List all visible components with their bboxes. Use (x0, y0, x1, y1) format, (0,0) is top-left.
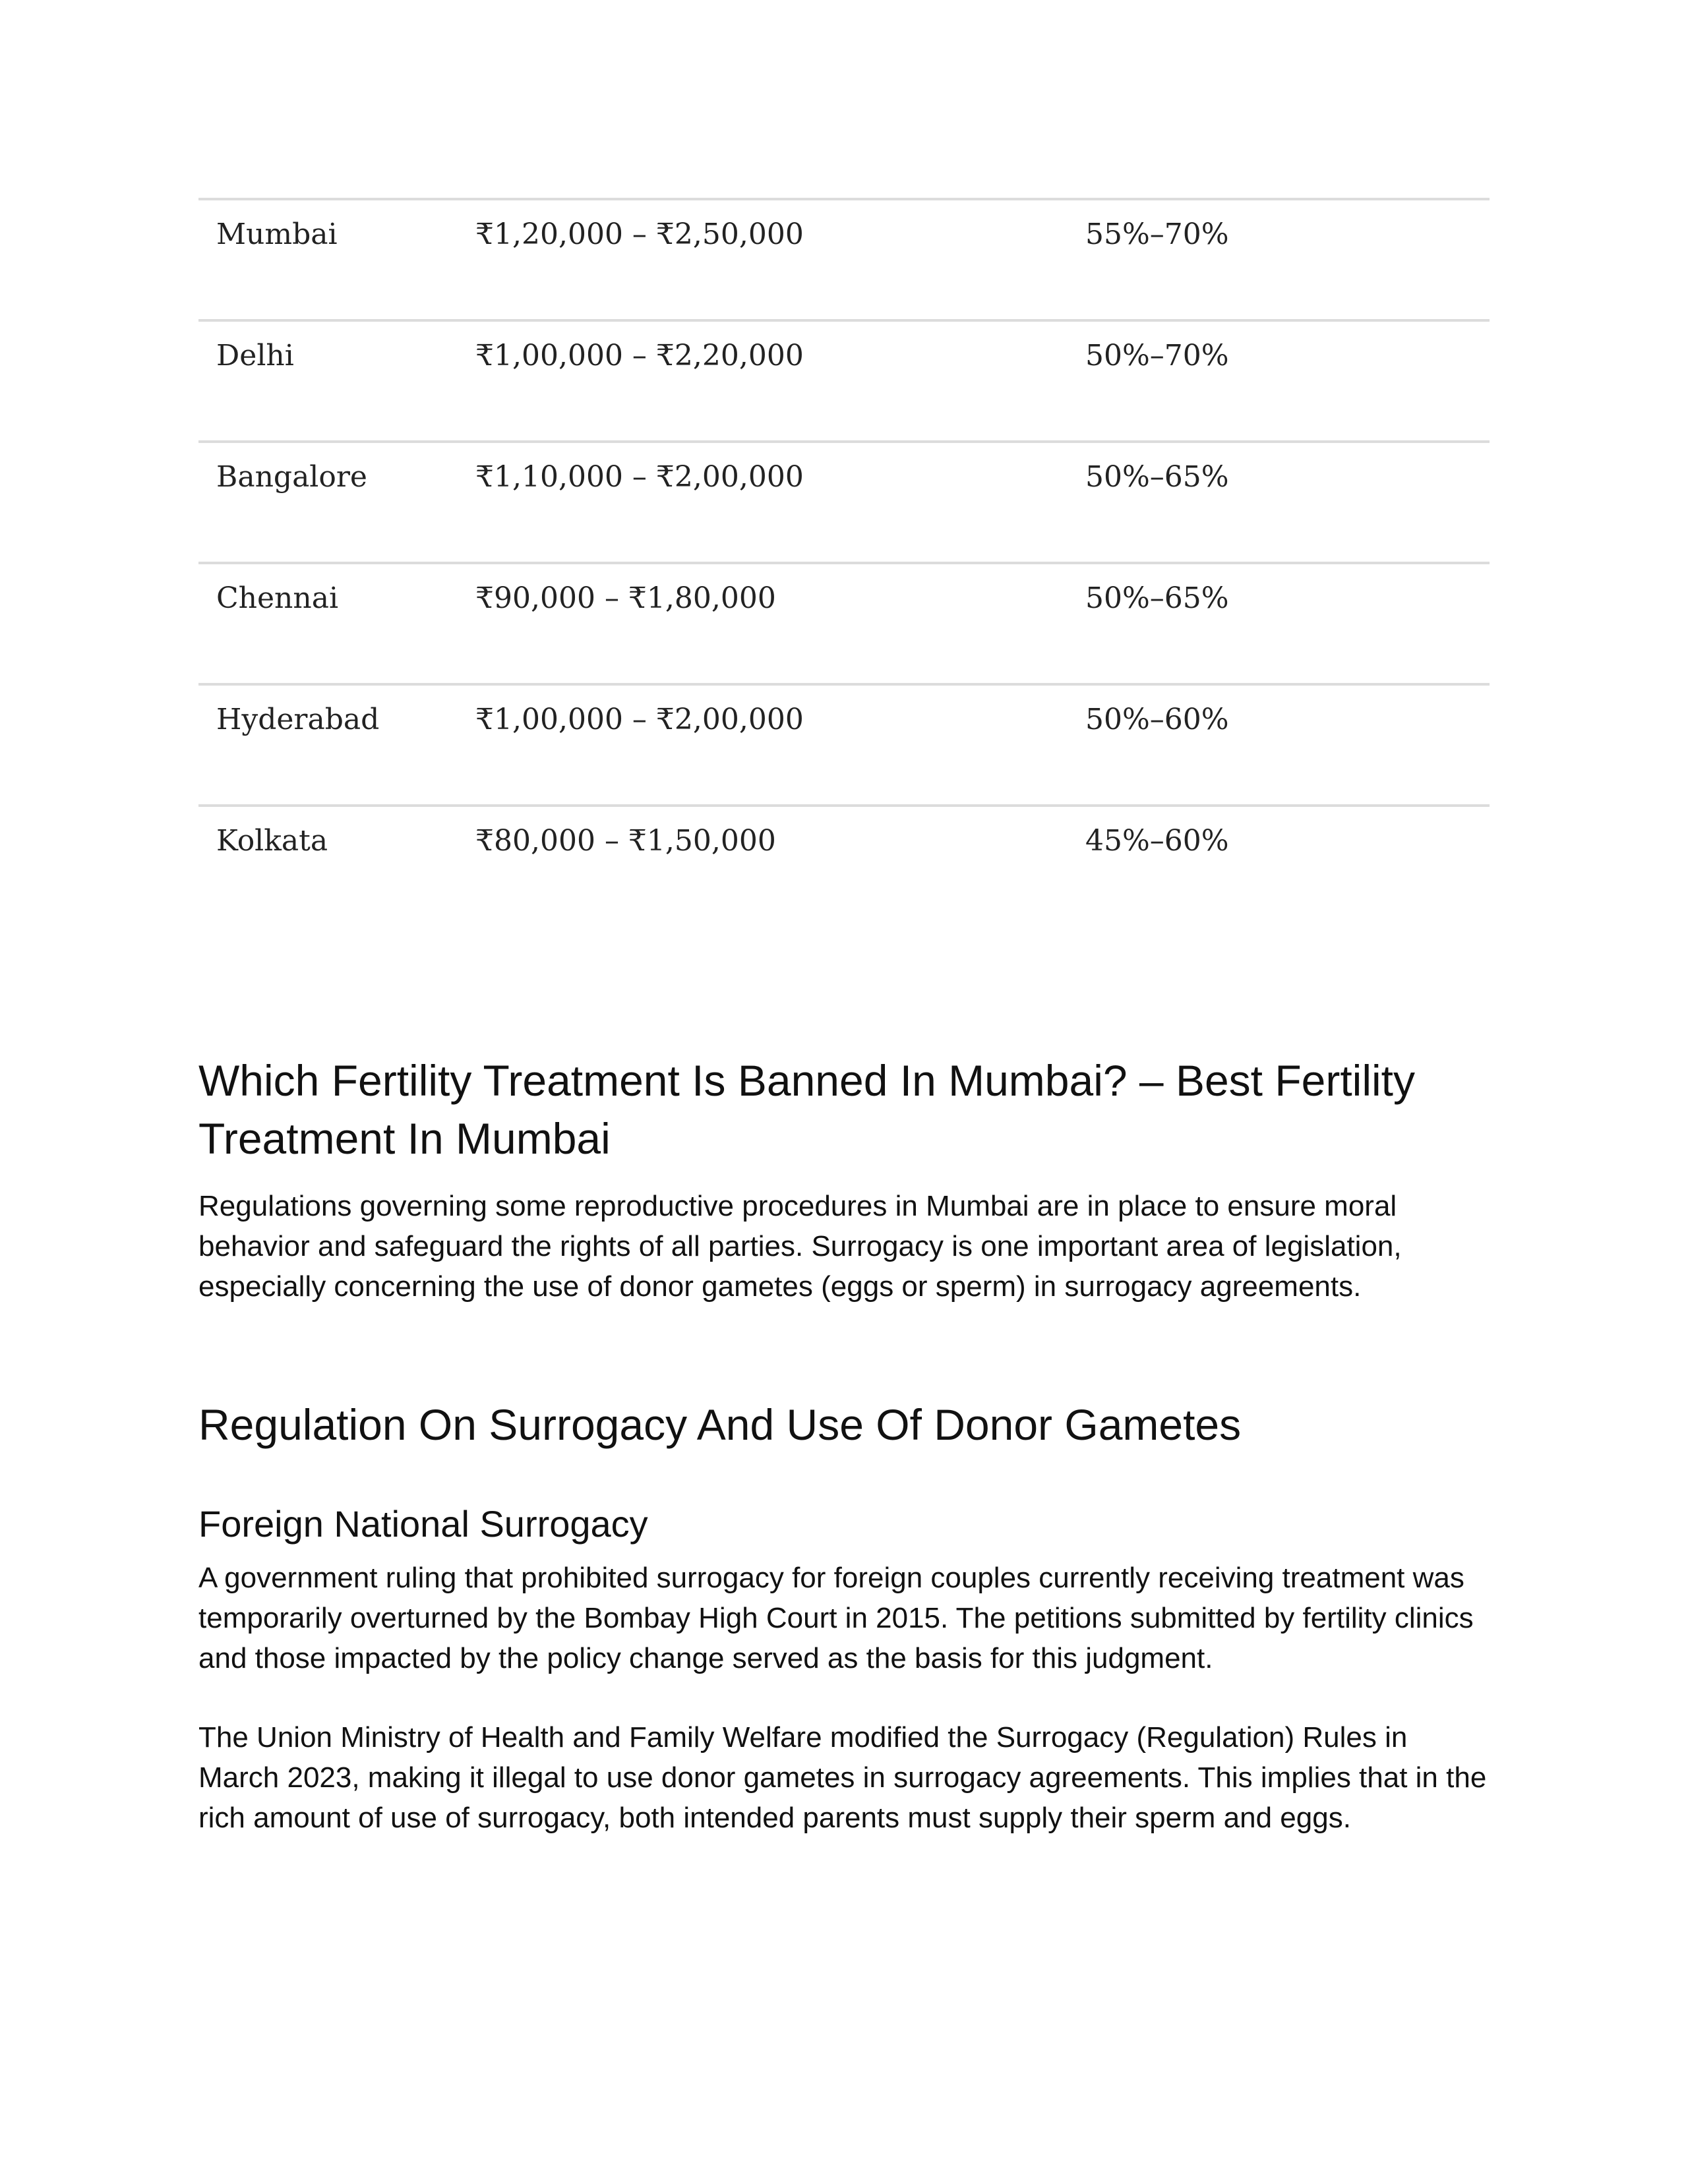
table-row (198, 684, 1490, 806)
paragraph-ministry-rules: The Union Ministry of Health and Family Welfare modified the Surrogacy (Regulation) Rules in March 2023, making it illegal to use donor gametes in surrogacy agreements. This implies that in the rich amount of use of surrogacy, both intended parents must supply their sperm and eggs. (198, 1721, 1487, 1834)
success-rate-cell: 55%–70% (1085, 218, 1229, 251)
table-row (198, 320, 1490, 442)
subheading-foreign-surrogacy: Foreign National Surrogacy (198, 1503, 648, 1545)
cost-cell: ₹1,10,000 – ₹2,00,000 (475, 460, 804, 494)
table-row (198, 563, 1490, 684)
success-rate-cell: 45%–60% (1085, 824, 1229, 858)
cost-cell: ₹1,20,000 – ₹2,50,000 (475, 218, 804, 251)
section-heading-regulation: Regulation On Surrogacy And Use Of Donor Gametes (198, 1400, 1242, 1449)
city-cell: Bangalore (216, 460, 367, 494)
section-heading-banned-treatment: Which Fertility Treatment Is Banned In Mumbai? – Best Fertility Treatment In Mumbai (198, 1056, 1416, 1163)
section-paragraph-banned-treatment: Regulations governing some reproductive procedures in Mumbai are in place to ensure moral behavior and safeguard the rights of all parties. Surrogacy is one important area of legislation, especially concerning the use of donor gametes (eggs or sperm) in surrogacy agreements. (198, 1190, 1402, 1303)
success-rate-cell: 50%–65% (1085, 581, 1229, 615)
success-rate-cell: 50%–60% (1085, 703, 1229, 736)
table-row (198, 806, 1490, 927)
city-cost-table (198, 198, 1490, 927)
cost-cell: ₹80,000 – ₹1,50,000 (475, 824, 776, 858)
city-cell: Chennai (216, 581, 339, 615)
paragraph-bombay-high-court: A government ruling that prohibited surrogacy for foreign couples currently receiving treatment was temporarily overturned by the Bombay High Court in 2015. The petitions submitted by fertility clinics and those impacted by the policy change served as the basis for this judgment. (198, 1562, 1474, 1674)
city-cell: Delhi (216, 339, 294, 372)
city-cell: Hyderabad (216, 703, 380, 736)
city-cell: Kolkata (216, 824, 328, 858)
city-cell: Mumbai (216, 218, 338, 251)
success-rate-cell: 50%–70% (1085, 339, 1229, 372)
cost-cell: ₹1,00,000 – ₹2,00,000 (475, 703, 804, 736)
document-page (198, 198, 1490, 1834)
table-row (198, 199, 1490, 320)
cost-cell: ₹1,00,000 – ₹2,20,000 (475, 339, 804, 372)
success-rate-cell: 50%–65% (1085, 460, 1229, 494)
cost-cell: ₹90,000 – ₹1,80,000 (475, 581, 776, 615)
table-row (198, 442, 1490, 563)
